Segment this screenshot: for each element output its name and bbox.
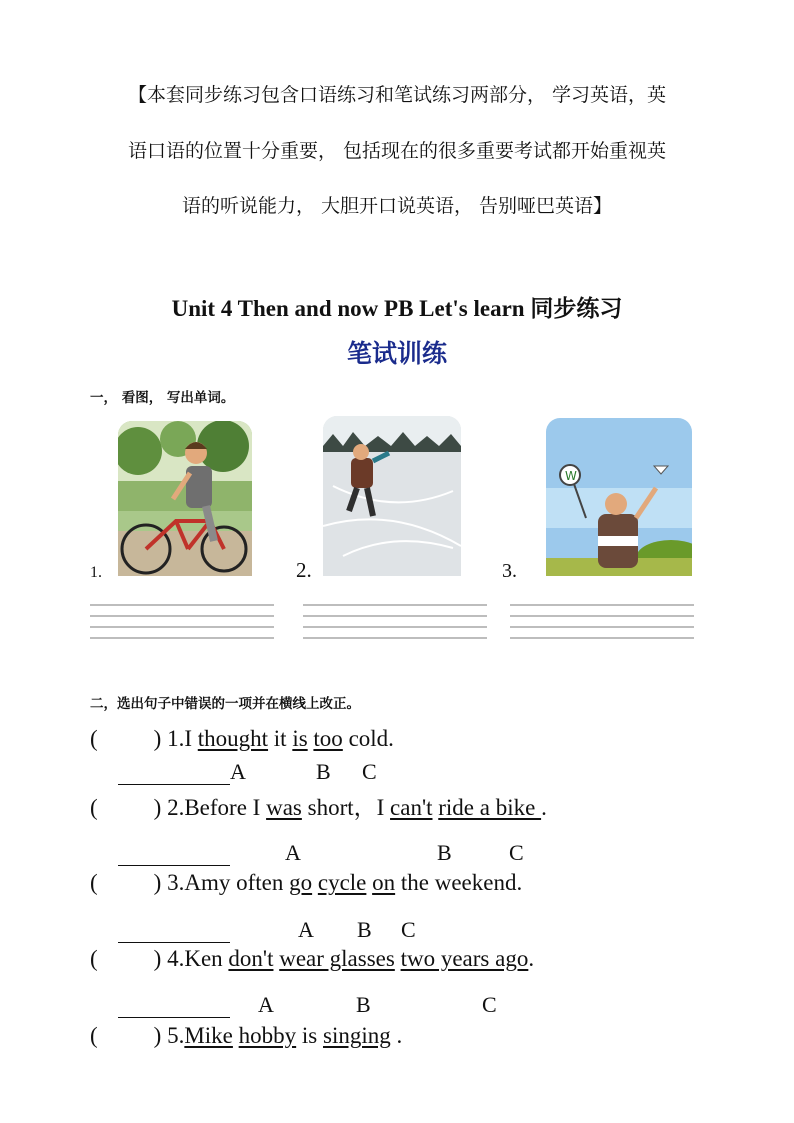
question-1-paren-open[interactable]: ( <box>90 726 98 751</box>
question-4-number: 4. <box>167 946 185 971</box>
question-1: ( ) 1.I thought it is too cold. <box>90 726 394 751</box>
question-1-number: 1. <box>167 726 185 751</box>
question-1-answer-blank[interactable] <box>118 764 230 785</box>
question-5-number: 5. <box>167 1023 185 1048</box>
question-2-label-a: A <box>285 840 301 865</box>
picture-3-number: 3. <box>502 560 517 582</box>
question-4-label-c: C <box>482 992 497 1017</box>
question-3-label-a: A <box>298 917 314 942</box>
question-4-paren-open[interactable]: ( <box>90 946 98 971</box>
question-1-option-a: thought <box>197 726 269 751</box>
question-5-option-b: hobby <box>238 1023 297 1048</box>
page-title: Unit 4 Then and now PB Let's learn 同步练习 <box>171 296 623 321</box>
question-1-label-a: A <box>230 759 246 784</box>
question-3: ( ) 3.Amy often go cycle on the weekend. <box>90 870 523 895</box>
question-2-answer-blank[interactable] <box>118 845 230 866</box>
picture-2 <box>323 416 461 576</box>
question-1-label-b: B <box>316 759 331 784</box>
question-3-paren-open[interactable]: ( <box>90 870 98 895</box>
answer-lines-2[interactable] <box>303 604 487 648</box>
question-2-label-c: C <box>509 840 524 865</box>
question-3-number: 3. <box>167 870 185 895</box>
question-3-label-c: C <box>401 917 416 942</box>
picture-1 <box>118 421 252 576</box>
question-1-label-c: C <box>362 759 377 784</box>
picture-2-number: 2. <box>296 558 312 582</box>
intro-line-1: 【本套同步练习包含口语练习和笔试练习两部分， 学习英语，英 <box>127 84 667 106</box>
svg-text:W: W <box>565 469 577 483</box>
question-2-label-b: B <box>437 840 452 865</box>
question-4: ( ) 4.Ken don't wear glasses two years ago. <box>90 946 535 971</box>
picture-3 <box>546 418 692 576</box>
question-4-option-a: don't <box>228 946 274 971</box>
boy-playing-badminton-icon <box>546 418 692 576</box>
picture-1-number: 1. <box>90 564 102 581</box>
answer-lines-3[interactable] <box>510 604 694 648</box>
question-4-option-c: two years ago <box>400 946 529 971</box>
boy-ice-skating-icon <box>323 416 461 576</box>
question-3-label-b: B <box>357 917 372 942</box>
question-5-option-c: singing <box>323 1023 391 1048</box>
question-2-paren-open[interactable]: ( <box>90 795 98 820</box>
question-3-option-a: go <box>289 870 313 895</box>
question-4-answer-blank[interactable] <box>118 997 230 1018</box>
intro-line-3: 语的听说能力， 大胆开口说英语， 告别哑巴英语】 <box>181 195 613 217</box>
question-4-label-b: B <box>356 992 371 1017</box>
question-2-option-c: ride a bike <box>438 795 542 820</box>
question-4-label-a: A <box>258 992 274 1017</box>
section1-heading: 一， 看图， 写出单词。 <box>90 390 235 406</box>
question-5: ( ) 5.Mike hobby is singing . <box>90 1023 403 1048</box>
question-5-option-a: Mike <box>184 1023 233 1048</box>
section2-heading: 二，选出句子中错误的一项并在横线上改正。 <box>90 696 360 712</box>
question-3-option-c: on <box>372 870 396 895</box>
question-4-option-b: wear glasses <box>279 946 395 971</box>
question-2-number: 2. <box>167 795 185 820</box>
question-1-option-b: is <box>292 726 308 751</box>
question-3-option-b: cycle <box>317 870 367 895</box>
question-2-option-a: was <box>266 795 302 820</box>
intro-line-2: 语口语的位置十分重要， 包括现在的很多重要考试都开始重视英 <box>127 140 667 162</box>
boy-riding-bike-icon <box>118 421 252 576</box>
question-3-answer-blank[interactable] <box>118 922 230 943</box>
question-5-paren-open[interactable]: ( <box>90 1023 98 1048</box>
page-subtitle: 笔试训练 <box>346 339 447 368</box>
answer-lines-1[interactable] <box>90 604 274 648</box>
question-1-option-c: too <box>313 726 343 751</box>
question-2: ( ) 2.Before I was short，I can't ride a bike . <box>90 795 547 820</box>
question-2-option-b: can't <box>390 795 433 820</box>
